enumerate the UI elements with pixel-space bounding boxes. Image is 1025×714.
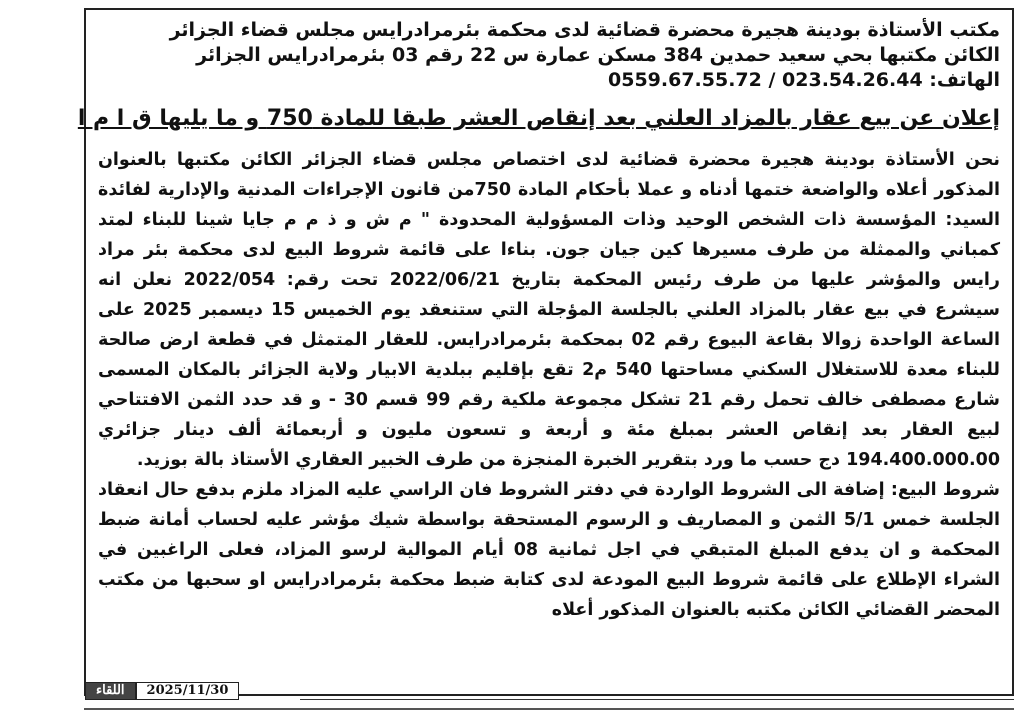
- publication-date: 2025/11/30: [136, 682, 240, 700]
- notice-frame: [77, 8, 1014, 696]
- office-name: مكتب الأستاذة بودينة هجيرة محضرة قضائية لدى محكمة بئرمرادرايس مجلس قضاء الجزائر: [169, 19, 1000, 41]
- notice-content: [77, 18, 1001, 686]
- bottom-rule-thin: [300, 699, 1014, 700]
- notice-body: [98, 145, 1000, 625]
- footer-bar: [85, 682, 239, 700]
- bottom-rule: [84, 708, 1014, 710]
- body-paragraph-1: نحن الأستاذة بودينة هجيرة محضرة قضائية لدى اختصاص مجلس قضاء الجزائر الكائن مكتبها بالعنوان المذكور أعلاه والواضعة ختمها أدناه و عملا بأحكام المادة 750من قانون الإجراءات المدنية والإدارية لفائدة السيد: المؤسسة ذات الشخص الوحيد وذات المسؤولية المحدودة " م ش و ذ م م جايا شينا للبناء لمتد كمباني والممثلة من طرف مسيرها كين جيان جون. بناءا على قائمة شروط البيع لدى محكمة بئر مراد رايس والمؤشر عليها من طرف رئيس المحكمة بتاريخ 2022/06/21 تحت رقم: 2022/054 نعلن انه سيشرع في بيع عقار بالمزاد العلني بالجلسة المؤجلة التي ستنعقد يوم الخميس 15 ديسمبر 2025 على الساعة الواحدة زوالا بقاعة البيوع رقم 02 بمحكمة بئرمرادرايس. للعقار المتمثل في قطعة ارض صالحة للبناء معدة للاستغلال السكني مساحتها 540 م2 تقع بإقليم ببلدية الابيار ولاية الجزائر بالمكان المسمى شارع مصطفى خالف تحمل رقم 21 تشكل مجموعة ملكية رقم 99 قسم 30 - و قد حدد الثمن الافتتاحي لبيع العقار بعد إنقاص العشر بمبلغ مئة و أربعة و تسعون مليون و أربعمائة ألف دينار جزائري 194.400.000.00 دج حسب ما ورد بتقرير الخبرة المنجزة من طرف الخبير العقاري الأستاذ بالة بوزيد.: [98, 150, 1000, 470]
- notice-title: إعلان عن بيع عقار بالمزاد العلني بعد إنقاص العشر طبقا للمادة 750 و ما يليها ق ا م ا: [77, 106, 1000, 131]
- office-address: الكائن مكتبها بحي سعيد حمدين 384 مسكن عمارة س 22 رقم 03 بئرمرادرايس الجزائر: [196, 44, 1000, 66]
- office-header: [98, 18, 1000, 93]
- office-phone: الهاتف: 023.54.26.44 / 0559.67.55.72: [608, 69, 1000, 91]
- newspaper-name: اللقاء: [85, 682, 136, 700]
- body-paragraph-2: شروط البيع: إضافة الى الشروط الواردة في دفتر الشروط فان الراسي عليه المزاد ملزم بدفع حال انعقاد الجلسة خمس 5/1 الثمن و المصاريف و الرسوم المستحقة بواسطة شيك مؤشر عليه لحساب أمانة ضبط المحكمة و ان يدفع المبلغ المتبقي في اجل ثمانية 08 أيام الموالية لرسو المزاد، فعلى الراغبين في الشراء الإطلاع على قائمة شروط البيع المودعة لدى كتابة ضبط محكمة بئرمرادرايس او سحبها من مكتب المحضر القضائي الكائن مكتبه بالعنوان المذكور أعلاه: [98, 480, 1001, 620]
